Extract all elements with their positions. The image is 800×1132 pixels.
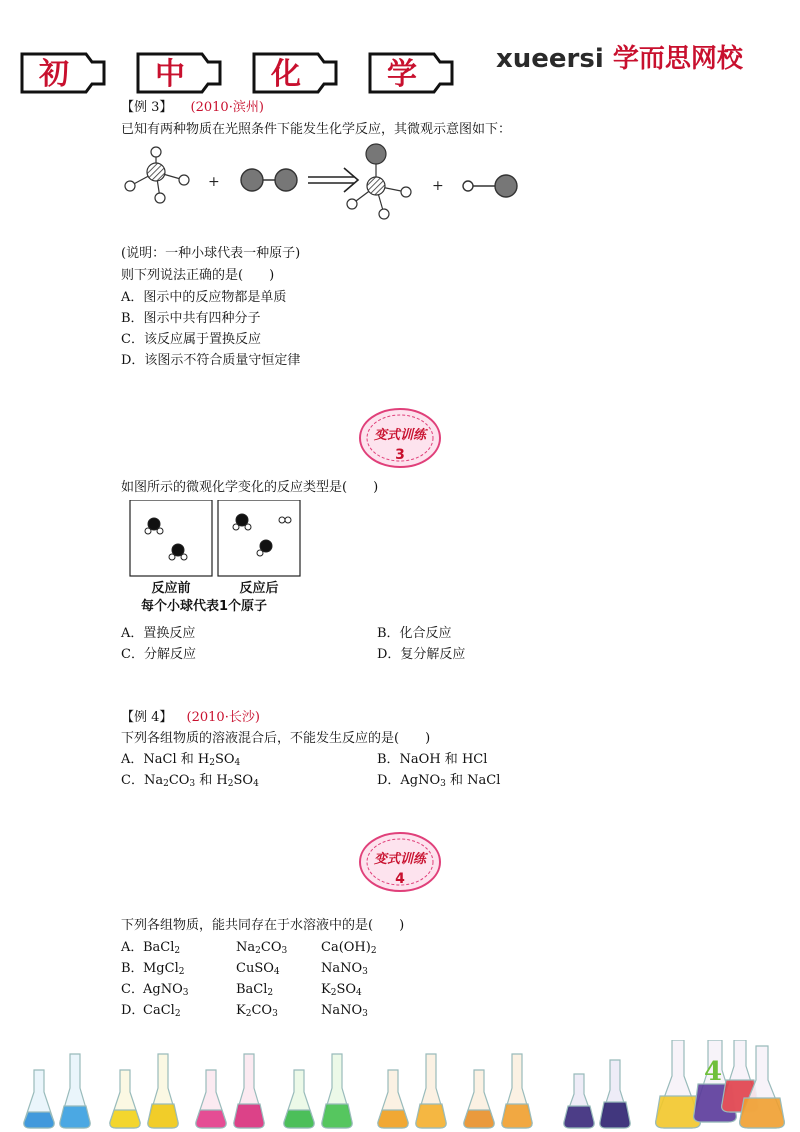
header-tab-label: 中	[155, 57, 185, 92]
option-a: A．NaCl 和 $H_2SO_4$	[121, 752, 241, 768]
header-tab-zhong	[136, 50, 222, 96]
option-d: D．该图示不符合质量守恒定律	[121, 353, 301, 368]
variant-4-stem: 下列各组物质，能共同存在于水溶液中的是( )	[121, 918, 405, 933]
option-d-item-2: $K_2CO_3$	[236, 1003, 278, 1019]
panel-before-box	[130, 500, 212, 576]
option-letter: D．	[121, 1003, 145, 1018]
example-source: (2010·滨州)	[190, 100, 264, 115]
variant-training-badge-3	[356, 406, 444, 470]
brand-cn: 学而思网校	[612, 44, 743, 74]
option-b: B．图示中共有四种分子	[121, 311, 261, 326]
example-4-heading	[121, 708, 260, 728]
header-tab-label: 化	[271, 57, 301, 92]
option-c: C．$Na_2CO_3$ 和 $H_2SO_4$	[121, 773, 259, 789]
badge-label: 变式训练	[373, 852, 427, 867]
brand-logo	[496, 38, 743, 75]
example-3-note: (说明：一种小球代表一种原子)	[121, 246, 301, 261]
option-a: A．图示中的反应物都是单质	[121, 290, 287, 305]
page-number: 4	[703, 1057, 723, 1087]
option-a-item-1: BaCl$_2$	[143, 940, 181, 956]
example-4-stem: 下列各组物质的溶液混合后，不能发生反应的是( )	[121, 731, 431, 746]
header-tab-xue	[368, 50, 454, 96]
option-b-item-3: NaNO$_3$	[321, 961, 368, 977]
option-c-item-3: $K_2SO_4$	[321, 982, 362, 998]
header-tab-label: 初	[39, 57, 69, 92]
badge-number: 4	[395, 871, 405, 887]
panel-before-label: 反应前	[151, 581, 191, 596]
molecule-hcl	[463, 175, 517, 197]
panel-after-box	[218, 500, 300, 576]
example-tag: 【例 4】	[121, 710, 173, 725]
option-c: C．该反应属于置换反应	[121, 332, 261, 347]
option-d: D．AgNO$_3$ 和 NaCl	[377, 773, 501, 789]
option-letter: B．	[121, 961, 144, 976]
example-source: (2010·长沙)	[186, 710, 260, 725]
molecule-ch4	[125, 147, 189, 203]
option-c-item-1: AgNO$_3$	[143, 982, 189, 998]
option-a-item-2: $Na_2CO_3$	[236, 940, 288, 956]
reaction-diagram	[118, 140, 528, 220]
variant-3-stem: 如图所示的微观化学变化的反应类型是( )	[121, 480, 379, 495]
panel-after-label: 反应后	[239, 581, 279, 596]
brand-latin: xueersi	[496, 44, 604, 74]
option-b: B．化合反应	[377, 626, 452, 641]
molecule-cl2	[241, 169, 297, 191]
example-3-stem: 已知有两种物质在光照条件下能发生化学反应，其微观示意图如下：	[121, 122, 512, 137]
option-b-item-2: CuSO$_4$	[236, 961, 280, 977]
option-d: D．复分解反应	[377, 647, 466, 662]
option-letter: A．	[121, 940, 144, 955]
option-c-item-2: BaCl$_2$	[236, 982, 274, 998]
example-3-heading	[121, 98, 264, 118]
option-d-item-3: NaNO$_3$	[321, 1003, 368, 1019]
example-tag: 【例 3】	[121, 100, 173, 115]
option-c: C．分解反应	[121, 647, 196, 662]
header-tab-hua	[252, 50, 338, 96]
option-a-item-3: $Ca(OH)_2$	[321, 940, 377, 956]
plus-sign: +	[208, 174, 220, 190]
option-a: A．置换反应	[121, 626, 196, 641]
header-tab-label: 学	[387, 57, 417, 92]
option-b: B．NaOH 和 HCl	[377, 752, 488, 767]
plus-sign: +	[432, 178, 444, 194]
reaction-arrow	[308, 168, 358, 192]
option-b-item-1: MgCl$_2$	[143, 961, 185, 977]
micro-change-figure	[128, 500, 308, 620]
header-tab-chu	[20, 50, 106, 96]
option-letter: C．	[121, 982, 144, 997]
example-3-question: 则下列说法正确的是( )	[121, 268, 275, 283]
footer-flask-decoration	[0, 1040, 800, 1132]
variant-training-badge-4	[356, 830, 444, 894]
figure-caption: 每个小球代表1个原子	[140, 599, 268, 614]
option-d-item-1: CaCl$_2$	[143, 1003, 181, 1019]
badge-label: 变式训练	[373, 428, 427, 443]
badge-number: 3	[395, 447, 405, 463]
